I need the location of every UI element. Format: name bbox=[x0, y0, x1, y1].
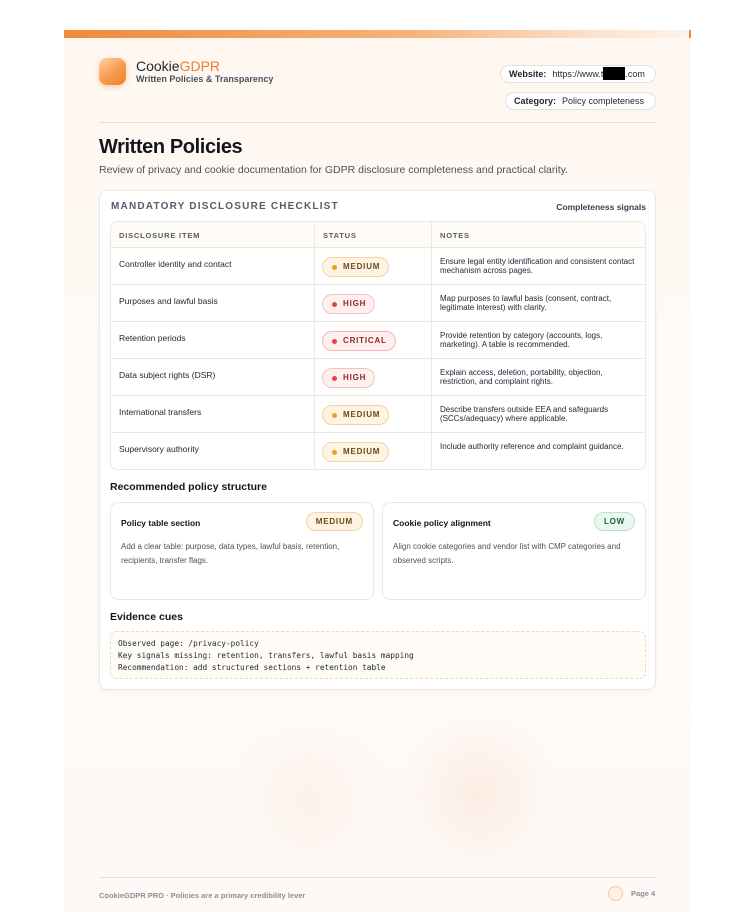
recommendation-title: Policy table section bbox=[121, 518, 201, 528]
page-lead: Review of privacy and cookie documentation for GDPR disclosure completeness and practical clarity. bbox=[99, 164, 569, 176]
evidence-line: Key signals missing: retention, transfers, lawful basis mapping bbox=[118, 651, 414, 660]
status-badge: MEDIUM bbox=[322, 442, 389, 462]
recommendation-title: Cookie policy alignment bbox=[393, 518, 491, 528]
status-badge: MEDIUM bbox=[322, 405, 389, 425]
report-page bbox=[64, 30, 691, 912]
disclosure-item: Controller identity and contact bbox=[119, 259, 232, 269]
column-header-item: DISCLOSURE ITEM bbox=[119, 231, 201, 240]
severity-badge: MEDIUM bbox=[306, 512, 363, 531]
footer-divider bbox=[99, 877, 656, 878]
evidence-title: Evidence cues bbox=[110, 611, 183, 623]
background-glow bbox=[394, 720, 564, 870]
recommended-structure-title: Recommended policy structure bbox=[110, 481, 267, 493]
status-cell bbox=[314, 248, 431, 284]
recommendation-card bbox=[382, 502, 646, 600]
disclosure-item: International transfers bbox=[119, 407, 202, 417]
disclosure-note: Include authority reference and complaint guidance. bbox=[431, 433, 646, 469]
disclosure-item: Retention periods bbox=[119, 333, 186, 343]
disclosure-item: Data subject rights (DSR) bbox=[119, 370, 216, 380]
table-row bbox=[111, 284, 645, 321]
background-glow bbox=[214, 730, 404, 870]
recommendation-text: Align cookie categories and vendor list with CMP categories and observed scripts. bbox=[393, 542, 621, 565]
brand-suffix: GDPR bbox=[179, 58, 221, 74]
evidence-code-block bbox=[110, 631, 646, 679]
column-header-notes: NOTES bbox=[431, 222, 646, 247]
disclosure-note: Ensure legal entity identification and consistent contact mechanism across pages. bbox=[431, 248, 646, 284]
disclosure-note: Describe transfers outside EEA and safeguards (SCCs/adequacy) where applicable. bbox=[431, 396, 646, 432]
table-row bbox=[111, 395, 645, 432]
checklist-title: MANDATORY DISCLOSURE CHECKLIST bbox=[111, 201, 339, 212]
status-cell bbox=[314, 396, 431, 432]
evidence-line: Observed page: /privacy-policy bbox=[118, 639, 259, 648]
status-cell bbox=[314, 433, 431, 469]
status-badge: CRITICAL bbox=[322, 331, 396, 351]
website-value-end: .com bbox=[625, 69, 645, 79]
completeness-label: Completeness signals bbox=[556, 202, 646, 212]
status-badge: MEDIUM bbox=[322, 257, 389, 277]
status-cell bbox=[314, 285, 431, 321]
accent-bar-end bbox=[689, 30, 691, 38]
status-badge: HIGH bbox=[322, 294, 375, 314]
checklist-card bbox=[99, 190, 656, 690]
disclosure-item: Supervisory authority bbox=[119, 444, 199, 454]
footer-text: CookieGDPR PRO · Policies are a primary credibility lever bbox=[99, 891, 306, 900]
table-row bbox=[111, 432, 645, 469]
page-number: Page 4 bbox=[631, 889, 656, 898]
brand-logo-icon bbox=[99, 58, 126, 85]
accent-top-bar bbox=[64, 30, 691, 38]
recommendation-card bbox=[110, 502, 374, 600]
status-cell bbox=[314, 322, 431, 358]
category-value: Policy completeness bbox=[562, 96, 645, 106]
table-row bbox=[111, 321, 645, 358]
severity-badge: LOW bbox=[594, 512, 635, 531]
table-header-row bbox=[111, 222, 645, 247]
footer-logo-icon bbox=[608, 886, 623, 901]
disclosure-table bbox=[110, 221, 646, 470]
disclosure-note: Explain access, deletion, portability, objection, restriction, and complaint rights. bbox=[431, 359, 646, 395]
category-chip bbox=[505, 92, 656, 110]
status-badge: HIGH bbox=[322, 368, 375, 388]
disclosure-note: Provide retention by category (accounts, logs, marketing). A table is recommended. bbox=[431, 322, 646, 358]
redaction-block bbox=[603, 67, 625, 80]
website-chip bbox=[500, 65, 656, 83]
header-divider bbox=[99, 122, 656, 123]
recommendation-text: Add a clear table: purpose, data types, lawful basis, retention, recipients, transfer flags. bbox=[121, 542, 340, 565]
disclosure-note: Map purposes to lawful basis (consent, contract, legitimate interest) with clarity. bbox=[431, 285, 646, 321]
table-row bbox=[111, 358, 645, 395]
status-cell bbox=[314, 359, 431, 395]
column-header-status: STATUS bbox=[314, 222, 431, 247]
brand-tagline: Written Policies & Transparency bbox=[136, 74, 274, 84]
brand-name bbox=[136, 58, 220, 74]
website-value-start: https://www.t bbox=[552, 69, 604, 79]
category-label: Category: bbox=[514, 96, 557, 106]
website-label: Website: bbox=[509, 69, 547, 79]
evidence-line: Recommendation: add structured sections + retention table bbox=[118, 663, 386, 672]
brand-prefix: Cookie bbox=[136, 58, 180, 74]
page-title: Written Policies bbox=[99, 136, 243, 158]
disclosure-item: Purposes and lawful basis bbox=[119, 296, 218, 306]
table-row bbox=[111, 247, 645, 284]
